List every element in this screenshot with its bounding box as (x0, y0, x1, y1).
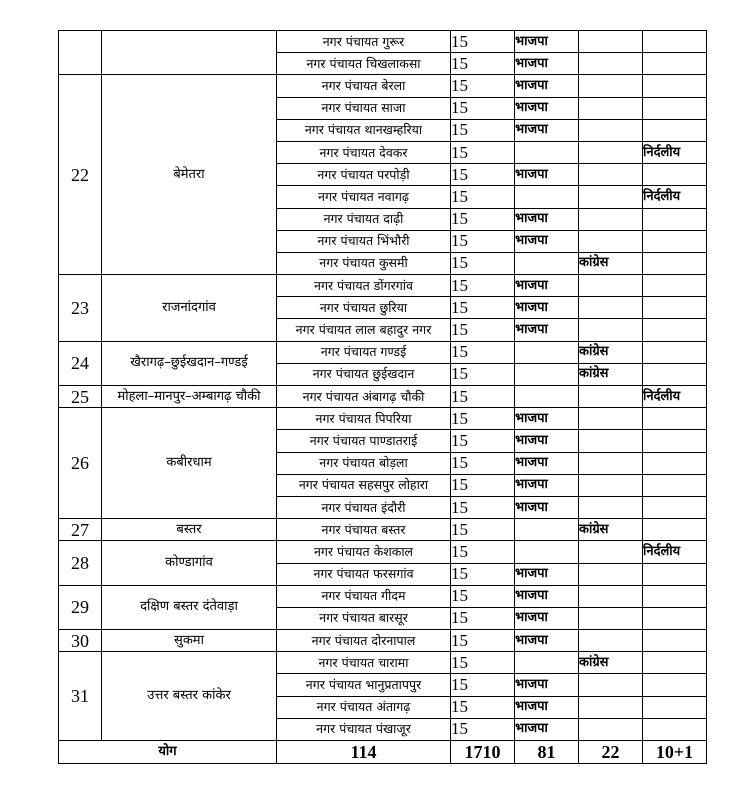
independent-cell (643, 408, 707, 430)
bjp-cell (515, 141, 579, 163)
wards-cell: 15 (451, 97, 515, 119)
congress-cell (579, 718, 643, 740)
panchayat-cell: नगर पंचायत गुरूर (277, 31, 451, 53)
panchayat-cell: नगर पंचायत परपोड़ी (277, 164, 451, 186)
table-row (59, 585, 707, 607)
panchayat-cell: नगर पंचायत पंखाजूर (277, 718, 451, 740)
wards-cell: 15 (451, 430, 515, 452)
total-bjp: 81 (515, 741, 579, 764)
table-row (59, 386, 707, 408)
wards-cell: 15 (451, 585, 515, 607)
congress-cell (579, 230, 643, 252)
district-number-cell: 31 (59, 652, 102, 741)
congress-cell (579, 474, 643, 496)
bjp-cell: भाजपा (515, 75, 579, 97)
congress-cell (579, 141, 643, 163)
panchayat-cell: नगर पंचायत बस्तर (277, 519, 451, 541)
table-row (59, 541, 707, 563)
independent-cell (643, 674, 707, 696)
panchayat-cell: नगर पंचायत बोड़ला (277, 452, 451, 474)
district-name-cell: राजनांदगांव (102, 275, 277, 342)
bjp-cell: भाजपा (515, 452, 579, 474)
congress-cell (579, 630, 643, 652)
congress-cell (579, 119, 643, 141)
wards-cell: 15 (451, 541, 515, 563)
bjp-cell: भाजपा (515, 408, 579, 430)
wards-cell: 15 (451, 363, 515, 385)
bjp-cell: भाजपा (515, 53, 579, 75)
bjp-cell: भाजपा (515, 164, 579, 186)
wards-cell: 15 (451, 119, 515, 141)
district-name-cell: मोहला–मानपुर–अम्बागढ़ चौकी (102, 386, 277, 408)
independent-cell (643, 208, 707, 230)
panchayat-cell: नगर पंचायत लाल बहादुर नगर (277, 319, 451, 341)
bjp-cell (515, 519, 579, 541)
congress-cell (579, 563, 643, 585)
bjp-cell: भाजपा (515, 97, 579, 119)
congress-cell (579, 408, 643, 430)
independent-cell: निर्दलीय (643, 141, 707, 163)
table-row (59, 75, 707, 97)
independent-cell: निर्दलीय (643, 386, 707, 408)
bjp-cell: भाजपा (515, 585, 579, 607)
independent-cell (643, 496, 707, 518)
independent-cell (643, 630, 707, 652)
panchayat-cell: नगर पंचायत साजा (277, 97, 451, 119)
wards-cell: 15 (451, 208, 515, 230)
congress-cell (579, 386, 643, 408)
bjp-cell (515, 186, 579, 208)
bjp-cell: भाजपा (515, 696, 579, 718)
independent-cell: निर्दलीय (643, 186, 707, 208)
wards-cell: 15 (451, 297, 515, 319)
congress-cell (579, 97, 643, 119)
bjp-cell: भाजपा (515, 607, 579, 629)
independent-cell (643, 31, 707, 53)
district-number-cell: 23 (59, 275, 102, 342)
wards-cell: 15 (451, 341, 515, 363)
results-table (58, 30, 707, 764)
congress-cell (579, 452, 643, 474)
congress-cell (579, 607, 643, 629)
panchayat-cell: नगर पंचायत छुईखदान (277, 363, 451, 385)
table-row (59, 31, 707, 53)
independent-cell (643, 230, 707, 252)
panchayat-cell: नगर पंचायत नवागढ़ (277, 186, 451, 208)
district-number-cell: 30 (59, 630, 102, 652)
bjp-cell: भाजपा (515, 474, 579, 496)
wards-cell: 15 (451, 31, 515, 53)
district-number-cell: 27 (59, 519, 102, 541)
wards-cell: 15 (451, 275, 515, 297)
independent-cell (643, 585, 707, 607)
bjp-cell: भाजपा (515, 718, 579, 740)
independent-cell (643, 275, 707, 297)
congress-cell (579, 696, 643, 718)
panchayat-cell: नगर पंचायत गण्डई (277, 341, 451, 363)
congress-cell: कांग्रेस (579, 341, 643, 363)
district-number-cell: 29 (59, 585, 102, 629)
wards-cell: 15 (451, 164, 515, 186)
wards-cell: 15 (451, 630, 515, 652)
congress-cell (579, 541, 643, 563)
wards-cell: 15 (451, 408, 515, 430)
independent-cell (643, 519, 707, 541)
bjp-cell (515, 252, 579, 274)
bjp-cell: भाजपा (515, 230, 579, 252)
table-row (59, 341, 707, 363)
total-panchayats: 114 (277, 741, 451, 764)
panchayat-cell: नगर पंचायत कुसमी (277, 252, 451, 274)
table-row (59, 519, 707, 541)
panchayat-cell: नगर पंचायत थानखम्हरिया (277, 119, 451, 141)
panchayat-cell: नगर पंचायत भानुप्रतापपुर (277, 674, 451, 696)
wards-cell: 15 (451, 230, 515, 252)
congress-cell (579, 319, 643, 341)
panchayat-cell: नगर पंचायत केशकाल (277, 541, 451, 563)
congress-cell (579, 186, 643, 208)
congress-cell (579, 31, 643, 53)
bjp-cell: भाजपा (515, 275, 579, 297)
district-number-cell: 22 (59, 75, 102, 275)
panchayat-cell: नगर पंचायत दाढ़ी (277, 208, 451, 230)
independent-cell (643, 563, 707, 585)
wards-cell: 15 (451, 652, 515, 674)
district-number-cell: 28 (59, 541, 102, 585)
wards-cell: 15 (451, 75, 515, 97)
independent-cell (643, 452, 707, 474)
wards-cell: 15 (451, 496, 515, 518)
district-name-cell: बेमेतरा (102, 75, 277, 275)
independent-cell (643, 430, 707, 452)
bjp-cell: भाजपा (515, 674, 579, 696)
table-row (59, 630, 707, 652)
independent-cell (643, 341, 707, 363)
wards-cell: 15 (451, 519, 515, 541)
congress-cell (579, 674, 643, 696)
independent-cell: निर्दलीय (643, 541, 707, 563)
table-row (59, 275, 707, 297)
panchayat-cell: नगर पंचायत पाण्डातराई (277, 430, 451, 452)
wards-cell: 15 (451, 186, 515, 208)
panchayat-cell: नगर पंचायत बेरला (277, 75, 451, 97)
wards-cell: 15 (451, 252, 515, 274)
total-independent: 10+1 (643, 741, 707, 764)
congress-cell (579, 585, 643, 607)
independent-cell (643, 319, 707, 341)
congress-cell (579, 164, 643, 186)
independent-cell (643, 53, 707, 75)
bjp-cell: भाजपा (515, 31, 579, 53)
independent-cell (643, 97, 707, 119)
bjp-cell: भाजपा (515, 319, 579, 341)
independent-cell (643, 363, 707, 385)
panchayat-cell: नगर पंचायत बारसूर (277, 607, 451, 629)
district-number-cell: 26 (59, 408, 102, 519)
panchayat-cell: नगर पंचायत भिंभौरी (277, 230, 451, 252)
total-label: योग (59, 741, 277, 764)
panchayat-cell: नगर पंचायत डोंगरगांव (277, 275, 451, 297)
panchayat-cell: नगर पंचायत छुरिया (277, 297, 451, 319)
wards-cell: 15 (451, 718, 515, 740)
wards-cell: 15 (451, 474, 515, 496)
district-name-cell: कोण्डागांव (102, 541, 277, 585)
wards-cell: 15 (451, 607, 515, 629)
panchayat-cell: नगर पंचायत फरसगांव (277, 563, 451, 585)
total-row (59, 741, 707, 764)
wards-cell: 15 (451, 696, 515, 718)
panchayat-cell: नगर पंचायत पिपरिया (277, 408, 451, 430)
independent-cell (643, 297, 707, 319)
district-name-cell: बस्तर (102, 519, 277, 541)
bjp-cell (515, 652, 579, 674)
district-number-cell: 24 (59, 341, 102, 385)
wards-cell: 15 (451, 53, 515, 75)
panchayat-cell: नगर पंचायत चिखलाकसा (277, 53, 451, 75)
panchayat-cell: नगर पंचायत देवकर (277, 141, 451, 163)
district-name-cell: उत्तर बस्तर कांकेर (102, 652, 277, 741)
congress-cell: कांग्रेस (579, 363, 643, 385)
bjp-cell: भाजपा (515, 563, 579, 585)
district-name-cell: खैरागढ़–छुईखदान–गण्डई (102, 341, 277, 385)
independent-cell (643, 652, 707, 674)
panchayat-cell: नगर पंचायत अंबागढ़ चौकी (277, 386, 451, 408)
independent-cell (643, 75, 707, 97)
congress-cell (579, 496, 643, 518)
total-wards: 1710 (451, 741, 515, 764)
wards-cell: 15 (451, 386, 515, 408)
bjp-cell: भाजपा (515, 119, 579, 141)
table-body (59, 31, 707, 741)
district-name-cell: दक्षिण बस्तर दंतेवाड़ा (102, 585, 277, 629)
wards-cell: 15 (451, 141, 515, 163)
bjp-cell: भाजपा (515, 297, 579, 319)
wards-cell: 15 (451, 674, 515, 696)
congress-cell (579, 75, 643, 97)
district-number-cell (59, 31, 102, 75)
panchayat-cell: नगर पंचायत अंतागढ़ (277, 696, 451, 718)
table-row (59, 652, 707, 674)
panchayat-cell: नगर पंचायत दोरनापाल (277, 630, 451, 652)
congress-cell: कांग्रेस (579, 519, 643, 541)
total-congress: 22 (579, 741, 643, 764)
congress-cell: कांग्रेस (579, 652, 643, 674)
congress-cell (579, 275, 643, 297)
district-name-cell (102, 31, 277, 75)
independent-cell (643, 119, 707, 141)
congress-cell (579, 208, 643, 230)
congress-cell (579, 430, 643, 452)
panchayat-cell: नगर पंचायत गीदम (277, 585, 451, 607)
bjp-cell (515, 341, 579, 363)
bjp-cell (515, 386, 579, 408)
independent-cell (643, 164, 707, 186)
bjp-cell: भाजपा (515, 430, 579, 452)
independent-cell (643, 718, 707, 740)
district-name-cell: कबीरधाम (102, 408, 277, 519)
bjp-cell: भाजपा (515, 630, 579, 652)
bjp-cell: भाजपा (515, 208, 579, 230)
wards-cell: 15 (451, 452, 515, 474)
bjp-cell (515, 541, 579, 563)
independent-cell (643, 474, 707, 496)
wards-cell: 15 (451, 319, 515, 341)
wards-cell: 15 (451, 563, 515, 585)
independent-cell (643, 696, 707, 718)
bjp-cell (515, 363, 579, 385)
congress-cell (579, 53, 643, 75)
table-row (59, 408, 707, 430)
district-name-cell: सुकमा (102, 630, 277, 652)
district-number-cell: 25 (59, 386, 102, 408)
panchayat-cell: नगर पंचायत चारामा (277, 652, 451, 674)
panchayat-cell: नगर पंचायत इंदौरी (277, 496, 451, 518)
independent-cell (643, 607, 707, 629)
panchayat-cell: नगर पंचायत सहसपुर लोहारा (277, 474, 451, 496)
congress-cell: कांग्रेस (579, 252, 643, 274)
independent-cell (643, 252, 707, 274)
bjp-cell: भाजपा (515, 496, 579, 518)
congress-cell (579, 297, 643, 319)
